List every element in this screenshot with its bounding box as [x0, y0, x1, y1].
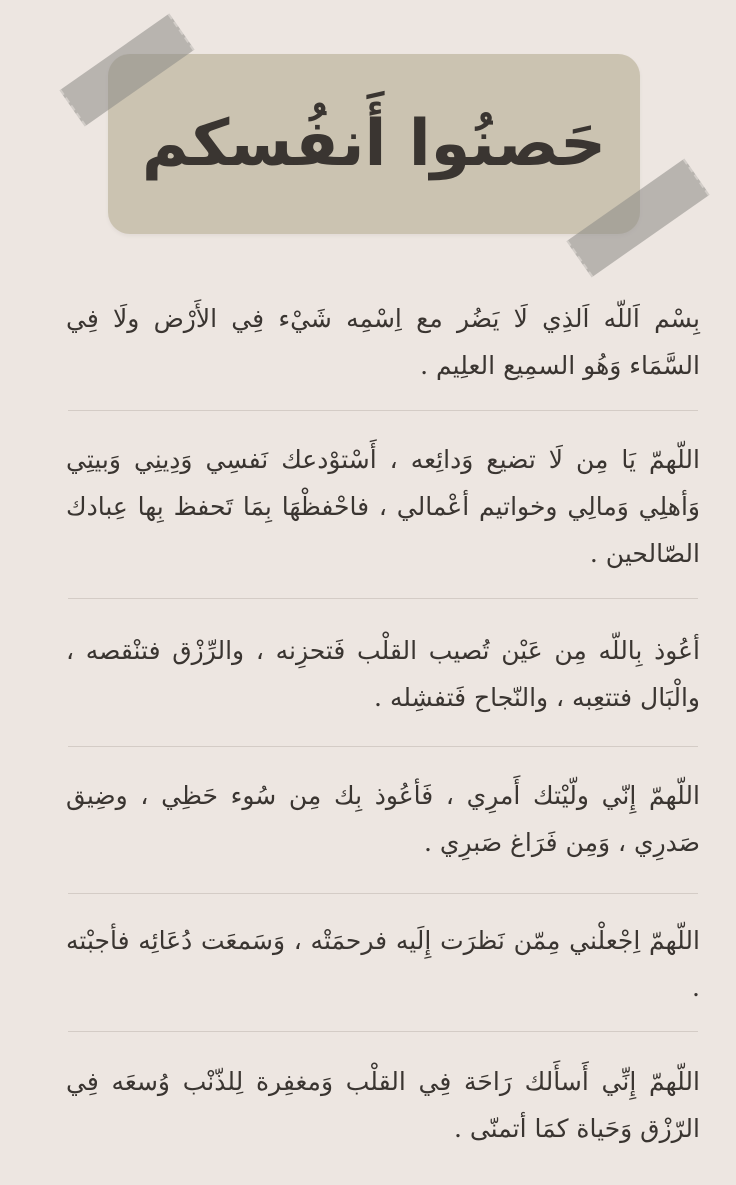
dua-section-2: اللّهمّ يَا مِن لَا تضيع وَدائِعه ، أَسْتوْدعك نَفسِي وَدِينِي وَبيتِي وَأهلِي وَمالِي وخواتيم أعْمالي ، فاحْفظْهَا بِمَا تَحفظ بِها عِبادك الصّالحين . [66, 445, 700, 568]
title-card [108, 54, 640, 234]
divider [68, 410, 698, 411]
divider [68, 1031, 698, 1032]
divider [68, 598, 698, 599]
page-title: حَصنُوا أَنفُسكم [141, 107, 607, 181]
dua-section-3: أعُوذ بِاللّه مِن عَيْن تُصيب القلْب فَتحزِنه ، والرِّزْق فتنْقصه ، والْبَال فتتعِبه ، والنّجاح فَتفشِله . [66, 636, 700, 712]
dua-section-6: اللّهمّ إِنِّي أَسأَلك رَاحَة فِي القلْب وَمغفِرة لِلذّنْب وُسعَه فِي الرّزْق وَحَياة كمَا أتمنّى . [66, 1067, 700, 1143]
dua-section-1: بِسْم اَللّه اَلذِي لَا يَضُر مع اِسْمِه شَيْء فِي الأَرْض ولَا فِي السَّمَاء وَهُو السمِيع العلِيم . [66, 304, 700, 380]
dua-section-5: اللّهمّ اِجْعلْني مِمّن نَظرَت إِلَيه فرحمَتْه ، وَسَمعَت دُعَائِه فأجبْته . [66, 926, 700, 1002]
divider [68, 893, 698, 894]
divider [68, 746, 698, 747]
dua-section-4: اللّهمّ إِنّي ولّيْتك أَمرِي ، فَأعُوذ بِك مِن سُوء حَظِي ، وضِيق صَدرِي ، وَمِن فَرَاغ صَبرِي . [66, 781, 700, 857]
